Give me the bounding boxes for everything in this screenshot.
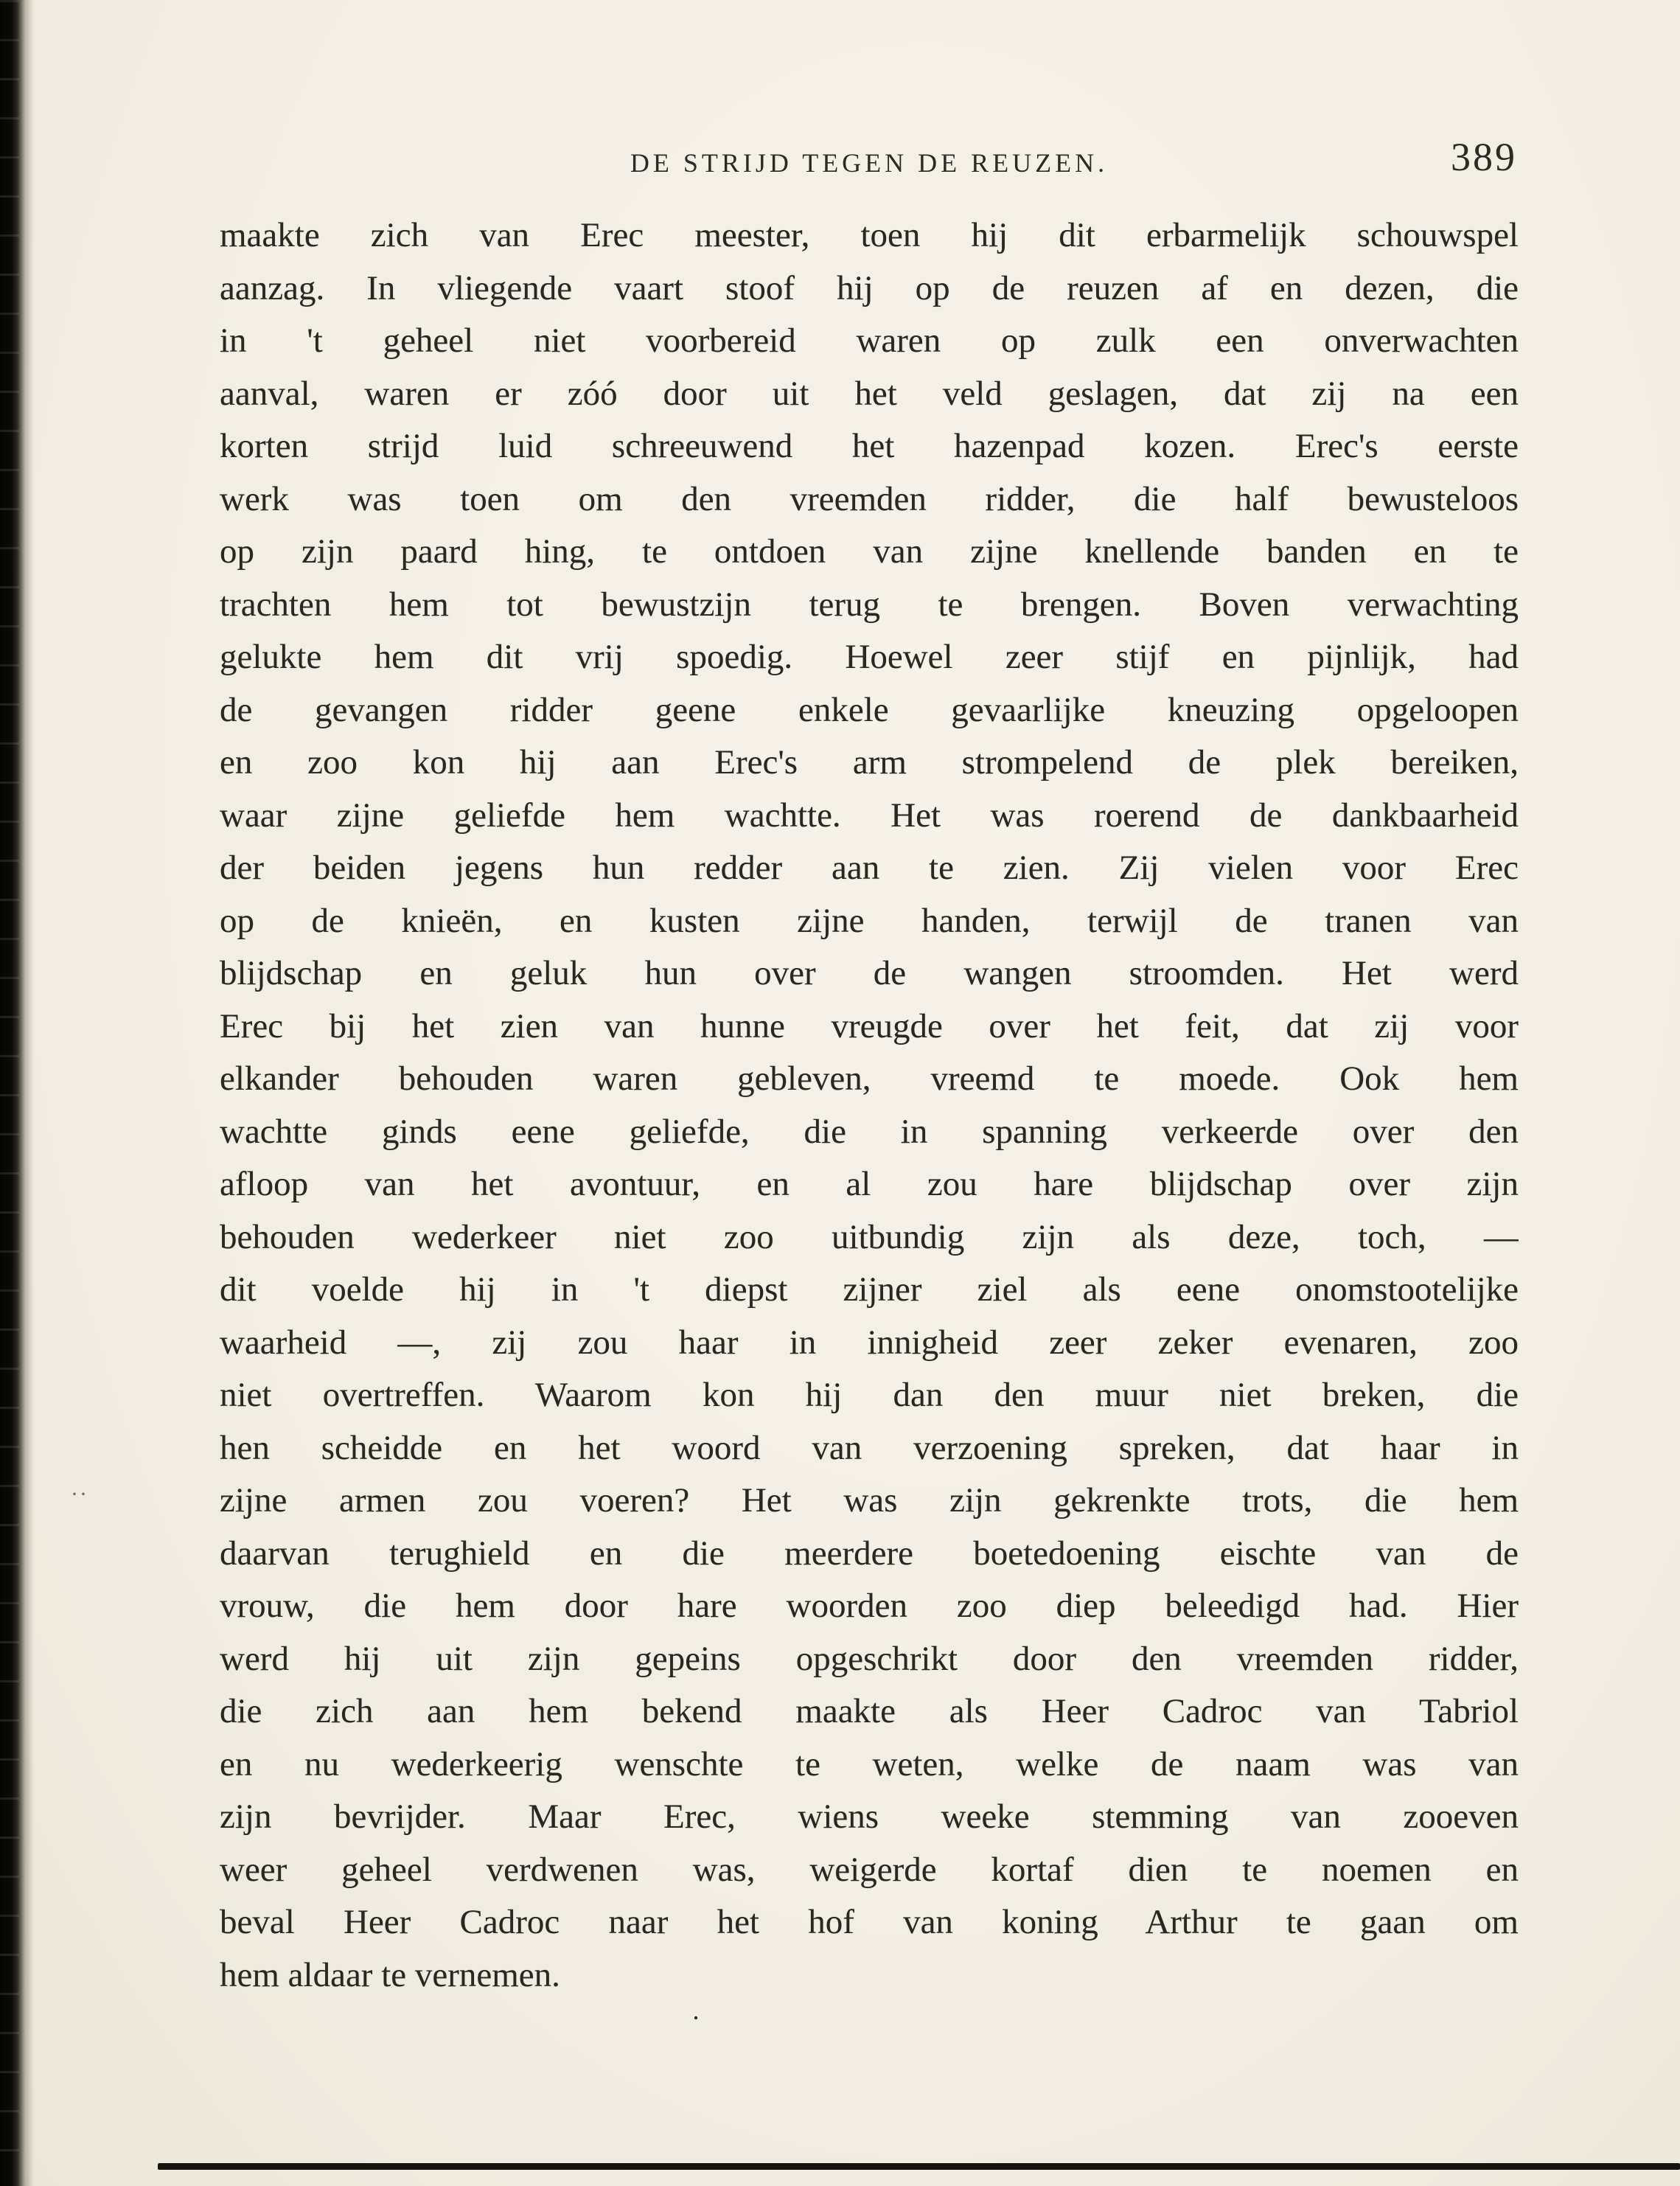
text-line: gelukte hem dit vrij spoedig. Hoewel zeer stijf en pijnlijk, had [220, 638, 1519, 676]
bottom-scan-rule [158, 2163, 1680, 2170]
text-line: werk was toen om den vreemden ridder, die half bewusteloos [220, 479, 1519, 518]
text-line: dit voelde hij in 't diepst zijner ziel als eene onomstootelijke [220, 1270, 1519, 1309]
text-line: de gevangen ridder geene enkele gevaarlijke kneuzing opgeloopen [220, 690, 1519, 729]
text-line: aanval, waren er zóó door uit het veld geslagen, dat zij na een [220, 374, 1519, 413]
ink-dot-artifact: · [691, 2003, 700, 2033]
running-title: DE STRIJD TEGEN DE REUZEN. [630, 148, 1109, 178]
text-line: vrouw, die hem door hare woorden zoo diep beleedigd had. Hier [220, 1587, 1519, 1625]
text-line: die zich aan hem bekend maakte als Heer Cadroc van Tabriol [220, 1692, 1519, 1730]
text-line: op de knieën, en kusten zijne handen, terwijl de tranen van [220, 901, 1519, 940]
text-line: blijdschap en geluk hun over de wangen stroomden. Het werd [220, 954, 1519, 992]
text-line: hen scheidde en het woord van verzoening spreken, dat haar in [220, 1428, 1519, 1467]
text-line: elkander behouden waren gebleven, vreemd te moede. Ook hem [220, 1059, 1519, 1098]
text-line: weer geheel verdwenen was, weigerde kortaf dien te noemen en [220, 1850, 1519, 1889]
text-line: werd hij uit zijn gepeins opgeschrikt door den vreemden ridder, [220, 1639, 1519, 1678]
text-line: daarvan terughield en die meerdere boetedoening eischte van de [220, 1534, 1519, 1573]
text-line: en zoo kon hij aan Erec's arm strompelend de plek bereiken, [220, 743, 1519, 782]
text-line: en nu wederkeerig wenschte te weten, welke de naam was van [220, 1744, 1519, 1783]
text-line: waar zijne geliefde hem wachtte. Het was roerend de dankbaarheid [220, 796, 1519, 835]
text-line: zijne armen zou voeren? Het was zijn gekrenkte trots, die hem [220, 1481, 1519, 1520]
text-line: aanzag. In vliegende vaart stoof hij op de reuzen af en dezen, die [220, 268, 1519, 307]
text-line: waarheid —, zij zou haar in innigheid zeer zeker evenaren, zoo [220, 1323, 1519, 1362]
text-line: niet overtreffen. Waarom kon hij dan den muur niet breken, die [220, 1376, 1519, 1414]
text-line: op zijn paard hing, te ontdoen van zijne knellende banden en te [220, 532, 1519, 571]
text-line: zijn bevrijder. Maar Erec, wiens weeke stemming van zooeven [220, 1797, 1519, 1836]
margin-stray-mark: ·· [71, 1482, 88, 1506]
body-text [220, 209, 1519, 2002]
text-line: behouden wederkeer niet zoo uitbundig zijn als deze, toch, — [220, 1217, 1519, 1256]
text-line: trachten hem tot bewustzijn terug te brengen. Boven verwachting [220, 585, 1519, 624]
text-line: hem aldaar te vernemen. [220, 1955, 560, 1994]
text-line: beval Heer Cadroc naar het hof van koning Arthur te gaan om [220, 1903, 1519, 1941]
page-number: 389 [1451, 135, 1517, 179]
text-line: in 't geheel niet voorbereid waren op zulk een onverwachten [220, 321, 1519, 360]
text-line: afloop van het avontuur, en al zou hare blijdschap over zijn [220, 1165, 1519, 1203]
text-line: Erec bij het zien van hunne vreugde over het feit, dat zij voor [220, 1006, 1519, 1045]
text-line: wachtte ginds eene geliefde, die in spanning verkeerde over den [220, 1112, 1519, 1151]
binding-texture [0, 0, 19, 2186]
page-header [220, 135, 1519, 193]
text-line: maakte zich van Erec meester, toen hij dit erbarmelijk schouwspel [220, 216, 1519, 254]
text-line: der beiden jegens hun redder aan te zien. Zij vielen voor Erec [220, 849, 1519, 887]
text-line: korten strijd luid schreeuwend het hazenpad kozen. Erec's eerste [220, 427, 1519, 465]
